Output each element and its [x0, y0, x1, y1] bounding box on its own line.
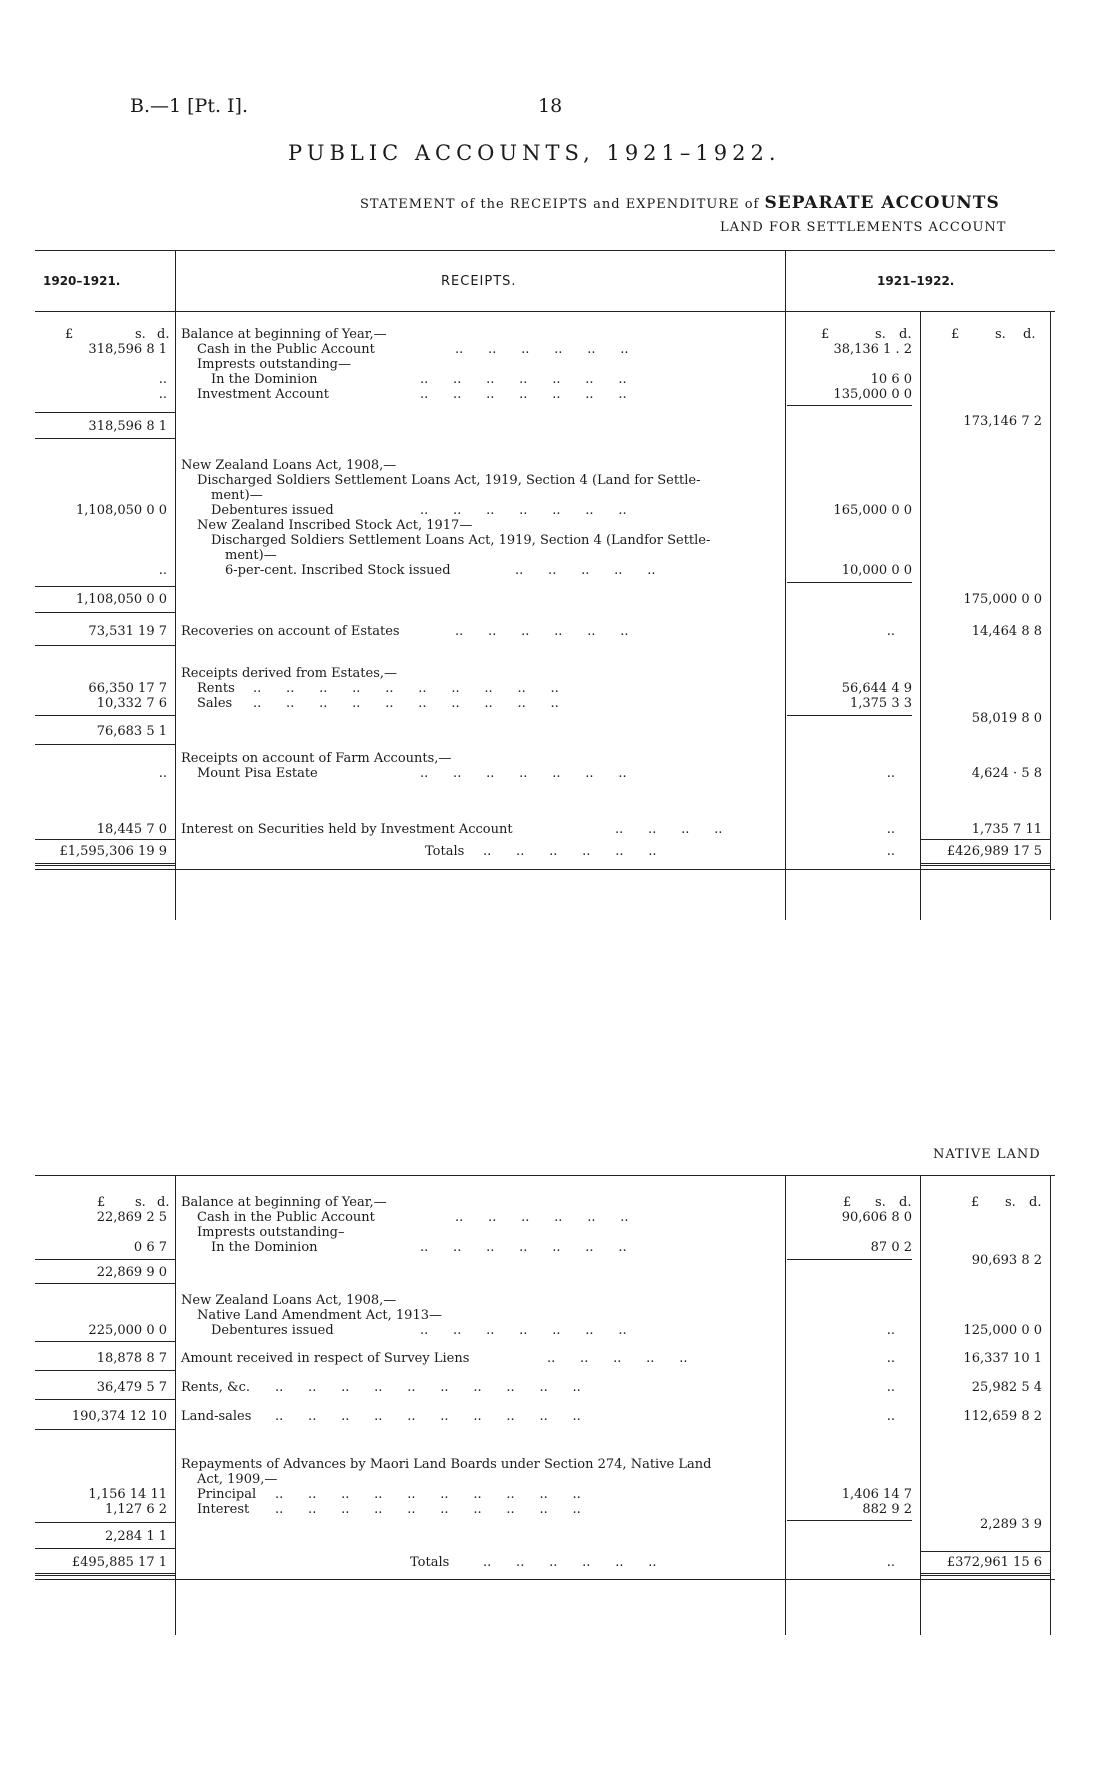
imprests-label: Imprests outstanding— — [197, 357, 352, 372]
estates-total-prev: 76,683 5 1 — [96, 724, 167, 739]
cash-prev: 318,596 8 1 — [88, 342, 167, 357]
balance-total-prev: 318,596 8 1 — [88, 419, 167, 434]
sales-prev: 10,332 7 6 — [96, 696, 167, 711]
column-header-1921-1922: 1921–1922. — [877, 274, 955, 288]
unit-pound: £ — [65, 327, 74, 342]
principal-sub: 1,406 14 7 — [841, 1487, 912, 1502]
unit-pence: d. — [1023, 327, 1036, 342]
unit-shilling: s. — [135, 1195, 146, 1210]
landsales-label: Land-sales — [181, 1409, 252, 1424]
balance-total-curr: 90,693 8 2 — [971, 1253, 1042, 1268]
unit-pence: d. — [1029, 1195, 1042, 1210]
debentures-sub: .. — [886, 1323, 895, 1338]
invest-label: Investment Account — [197, 387, 329, 402]
imprests-label: Imprests outstanding– — [197, 1225, 345, 1240]
debentures-prev: 225,000 0 0 — [88, 1323, 167, 1338]
stock-label: 6-per-cent. Inscribed Stock issued — [225, 563, 451, 578]
unit-pence: d. — [157, 327, 170, 342]
dominion-sub: 87 0 2 — [870, 1240, 912, 1255]
rents-prev: 36,479 5 7 — [96, 1380, 167, 1395]
repay-total-curr: 2,289 3 9 — [979, 1517, 1042, 1532]
sales-label: Sales — [197, 696, 233, 711]
repay-heading-cont: Act, 1909,— — [197, 1472, 278, 1487]
unit-pound: £ — [951, 327, 960, 342]
debentures-label: Debentures issued — [211, 1323, 334, 1338]
cash-label: Cash in the Public Account — [197, 1210, 375, 1225]
nzla-heading: New Zealand Loans Act, 1908,— — [181, 458, 397, 473]
rents-sub: 56,644 4 9 — [841, 681, 912, 696]
statement-heading — [360, 193, 1000, 213]
balance-total-prev: 22,869 9 0 — [96, 1265, 167, 1280]
unit-pound: £ — [843, 1195, 852, 1210]
page-title: PUBLIC ACCOUNTS, 1921–1922. — [288, 141, 781, 165]
column-header-1920-1921: 1920–1921. — [43, 274, 121, 288]
dominion-prev: .. — [158, 372, 167, 387]
recoveries-label: Recoveries on account of Estates — [181, 624, 400, 639]
totals-prev: £495,885 17 1 — [71, 1555, 167, 1570]
survey-curr: 16,337 10 1 — [963, 1351, 1042, 1366]
cash-label: Cash in the Public Account — [197, 342, 375, 357]
totals-curr: £426,989 17 5 — [946, 844, 1042, 859]
estates-total-curr: 58,019 8 0 — [971, 711, 1042, 726]
totals-sub: .. — [886, 844, 895, 859]
recoveries-sub: .. — [886, 624, 895, 639]
survey-sub: .. — [886, 1351, 895, 1366]
report-reference: B.—1 [Pt. I]. — [130, 95, 248, 117]
unit-shilling: s. — [875, 1195, 886, 1210]
land-settlements-receipts-table: 1920–1921. RECEIPTS. 1921–1922. £ s. d. £ s. d. £ s. d. Balance at beginning of Year,— 318,596 8 1 Cash in the Public Account .. .. .. .. .. .. 38,136 1 . 2 Imprests outstanding— .. In the Dominion .. .. .. .. .. .. .. 10 6 0 .. Investment Account .. .. .. .. .. .. .. 135,000 0 0 318,596 8 1 173,146 7 2 New Zealand Loans Act, 1908,— Discharged Soldiers Settlement Loans Act, 1919, Section 4 (Land for Settle- ment)— 1,108,050 0 0 Debentures issued .. .. .. .. .. .. .. 165,000 0 0 New Zealand Inscribed Stock Act, 1917— Discharged Soldiers Settlement Loans Act, 1919, Section 4 (Landfor Settle- ment)— .. 6-per-cent. Inscribed Stock issued .. .. .. .. .. 10,000 0 0 1,108,050 0 0 175,000 0 0 73,531 19 7 Recoveries on account of Estates .. .. .. .. .. .. .. 14,464 8 8 Receipts derived from Estates,— 66,350 17 7 Rents .. .. .. .. .. .. .. .. .. .. 56,644 4 9 10,332 7 6 Sales .. .. .. .. .. .. .. .. .. .. 1,375 3 3 76,683 5 1 58,019 8 0 Receipts on account of Farm Accounts,— .. Mount Pisa Estate .. .. .. .. .. .. .. .. 4,624 · 5 8 18,445 7 0 Interest on Securities held by Investment Account .. .. .. .. .. 1,735 7 11 £1,595,306 19 9 Totals .. .. .. .. .. .. .. £426,989 17 5 — [35, 250, 1055, 920]
interest-label: Interest on Securities held by Investment Account — [181, 822, 513, 837]
sales-sub: 1,375 3 3 — [849, 696, 912, 711]
unit-pence: d. — [899, 1195, 912, 1210]
survey-prev: 18,878 8 7 — [96, 1351, 167, 1366]
totals-curr: £372,961 15 6 — [946, 1555, 1042, 1570]
interest-label: Interest — [197, 1502, 250, 1517]
balance-heading: Balance at beginning of Year,— — [181, 327, 387, 342]
totals-label: Totals — [425, 844, 465, 859]
unit-shilling: s. — [135, 327, 146, 342]
interest-sub: .. — [886, 822, 895, 837]
unit-pound: £ — [821, 327, 830, 342]
nzla-heading: New Zealand Loans Act, 1908,— — [181, 1293, 397, 1308]
dominion-sub: 10 6 0 — [870, 372, 912, 387]
loans-total-curr: 175,000 0 0 — [963, 592, 1042, 607]
invest-prev: .. — [158, 387, 167, 402]
totals-label: Totals — [410, 1555, 450, 1570]
interest-prev: 18,445 7 0 — [96, 822, 167, 837]
page-number: 18 — [538, 95, 563, 117]
balance-heading: Balance at beginning of Year,— — [181, 1195, 387, 1210]
dominion-label: In the Dominion — [211, 1240, 318, 1255]
statement-prefix: STATEMENT of the RECEIPTS and EXPENDITURE of — [360, 197, 760, 212]
repay-total-prev: 2,284 1 1 — [104, 1529, 167, 1544]
unit-pound: £ — [971, 1195, 980, 1210]
pisa-label: Mount Pisa Estate — [197, 766, 318, 781]
cash-sub: 90,606 8 0 — [841, 1210, 912, 1225]
statement-bold-title: SEPARATE ACCOUNTS — [764, 193, 1000, 213]
native-land-receipts-table: £ s. d. £ s. d. £ s. d. Balance at beginning of Year,— 22,869 2 5 Cash in the Public Account .. .. .. .. .. .. 90,606 8 0 Imprests outstanding– 0 6 7 In the Dominion .. .. .. .. .. .. .. 87 0 2 22,869 9 0 90,693 8 2 New Zealand Loans Act, 1908,— Native Land Amendment Act, 1913— 225,000 0 0 Debentures issued .. .. .. .. .. .. .. .. 125,000 0 0 18,878 8 7 Amount received in respect of Survey Liens .. .. .. .. .. .. 16,337 10 1 36,479 5 7 Rents, &c. .. .. .. .. .. .. .. .. .. .. .. 25,982 5 4 190,374 12 10 Land-sales .. .. .. .. .. .. .. .. .. .. .. 112,659 8 2 Repayments of Advances by Maori Land Boards under Section 274, Native Land Act, 1909,— 1,156 14 11 Principal .. .. .. .. .. .. .. .. .. .. 1,406 14 7 1,127 6 2 Interest .. .. .. .. .. .. .. .. .. .. 882 9 2 2,284 1 1 2,289 3 9 £495,885 17 1 Totals .. .. .. .. .. .. .. £372,961 15 6 — [35, 1175, 1055, 1635]
unit-shilling: s. — [875, 327, 886, 342]
cash-sub: 38,136 1 . 2 — [833, 342, 912, 357]
unit-shilling: s. — [1005, 1195, 1016, 1210]
dominion-prev: 0 6 7 — [133, 1240, 167, 1255]
unit-pence: d. — [157, 1195, 170, 1210]
debentures-prev: 1,108,050 0 0 — [76, 503, 167, 518]
estates-heading: Receipts derived from Estates,— — [181, 666, 398, 681]
invest-sub: 135,000 0 0 — [833, 387, 912, 402]
pisa-sub: .. — [886, 766, 895, 781]
dominion-label: In the Dominion — [211, 372, 318, 387]
recoveries-curr: 14,464 8 8 — [971, 624, 1042, 639]
rents-curr: 25,982 5 4 — [971, 1380, 1042, 1395]
column-header-receipts: RECEIPTS. — [441, 274, 517, 289]
rents-label: Rents — [197, 681, 235, 696]
interest-curr: 1,735 7 11 — [971, 822, 1042, 837]
dsslla2-label: Discharged Soldiers Settlement Loans Act, 1919, Section 4 (Landfor Settle- — [211, 533, 711, 548]
debentures-sub: 165,000 0 0 — [833, 503, 912, 518]
landsales-prev: 190,374 12 10 — [71, 1409, 167, 1424]
interest-sub: 882 9 2 — [862, 1502, 912, 1517]
stock-prev: .. — [158, 563, 167, 578]
pisa-curr: 4,624 · 5 8 — [971, 766, 1042, 781]
pisa-prev: .. — [158, 766, 167, 781]
unit-shilling: s. — [995, 327, 1006, 342]
interest-prev: 1,127 6 2 — [104, 1502, 167, 1517]
recoveries-prev: 73,531 19 7 — [88, 624, 167, 639]
repay-heading: Repayments of Advances by Maori Land Boards under Section 274, Native Land — [181, 1457, 712, 1472]
totals-sub: .. — [886, 1555, 895, 1570]
rents-prev: 66,350 17 7 — [88, 681, 167, 696]
dsslla-label: Discharged Soldiers Settlement Loans Act, 1919, Section 4 (Land for Settle- — [197, 473, 701, 488]
farm-heading: Receipts on account of Farm Accounts,— — [181, 751, 452, 766]
rents-sub: .. — [886, 1380, 895, 1395]
cash-prev: 22,869 2 5 — [96, 1210, 167, 1225]
totals-prev: £1,595,306 19 9 — [59, 844, 167, 859]
dsslla2-label-cont: ment)— — [225, 548, 277, 563]
debentures-label: Debentures issued — [211, 503, 334, 518]
account1-title: LAND FOR SETTLEMENTS ACCOUNT — [720, 220, 1007, 235]
dsslla-label-cont: ment)— — [211, 488, 263, 503]
nlaa-label: Native Land Amendment Act, 1913— — [197, 1308, 442, 1323]
principal-label: Principal — [197, 1487, 257, 1502]
stock-sub: 10,000 0 0 — [841, 563, 912, 578]
unit-pence: d. — [899, 327, 912, 342]
rents-label: Rents, &c. — [181, 1380, 250, 1395]
account2-title: NATIVE LAND — [933, 1147, 1041, 1162]
unit-pound: £ — [97, 1195, 106, 1210]
principal-prev: 1,156 14 11 — [88, 1487, 167, 1502]
balance-total-curr: 173,146 7 2 — [963, 414, 1042, 429]
nzisa-label: New Zealand Inscribed Stock Act, 1917— — [197, 518, 473, 533]
debentures-curr: 125,000 0 0 — [963, 1323, 1042, 1338]
landsales-sub: .. — [886, 1409, 895, 1424]
loans-total-prev: 1,108,050 0 0 — [76, 592, 167, 607]
survey-label: Amount received in respect of Survey Liens — [181, 1351, 470, 1366]
landsales-curr: 112,659 8 2 — [963, 1409, 1042, 1424]
